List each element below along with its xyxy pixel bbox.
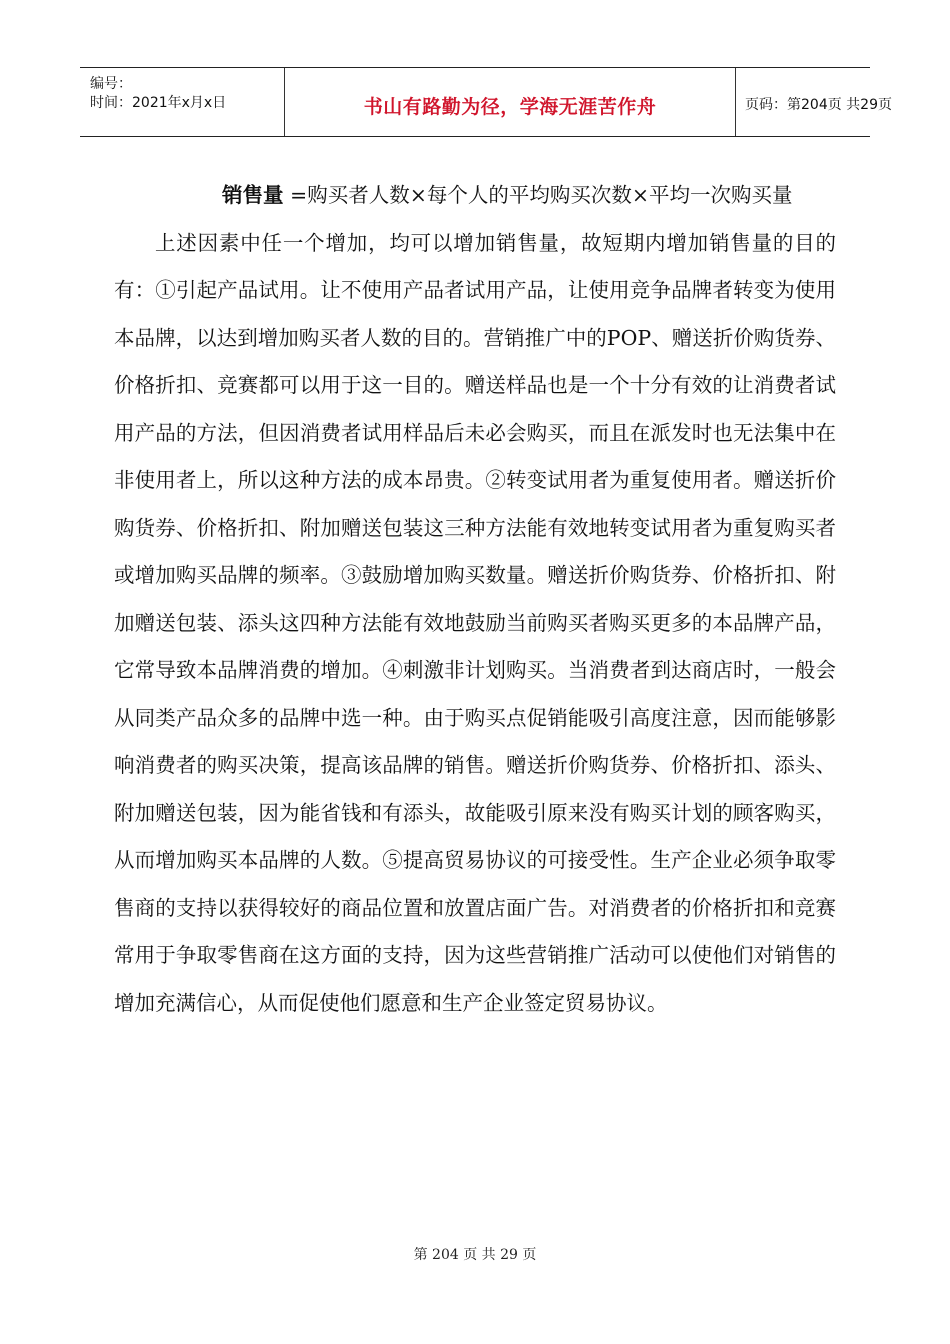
header-page-cell [735, 68, 892, 136]
document-body [114, 172, 836, 1027]
header-motto-cell [284, 68, 736, 136]
document-number-label: 编号： [90, 76, 132, 92]
page-footer: 第 204 页 共 29 页 [413, 1247, 537, 1263]
header-page-info: 页码：第204页 共29页 [745, 97, 892, 113]
body-paragraph: 上述因素中任一个增加，均可以增加销售量，故短期内增加销售量的目的有：①引起产品试用。让不使用产品者试用产品，让使用竞争品牌者转变为使用本品牌，以达到增加购买者人数的目的。营销推广中的POP、赠送折价购货券、价格折扣、竞赛都可以用于这一目的。赠送样品也是一个十分有效的让消费者试用产品的方法，但因消费者试用样品后未必会购买，而且在派发时也无法集中在非使用者上，所以这种方法的成本昂贵。②转变试用者为重复使用者。赠送折价购货券、价格折扣、附加赠送包装这三种方法能有效地转变试用者为重复购买者或增加购买品牌的频率。③鼓励增加购买数量。赠送折价购货券、价格折扣、附加赠送包装、添头这四种方法能有效地鼓励当前购买者购买更多的本品牌产品，它常导致本品牌消费的增加。④刺激非计划购买。当消费者到达商店时，一般会从同类产品众多的品牌中选一种。由于购买点促销能吸引高度注意，因而能够影响消费者的购买决策，提高该品牌的销售。赠送折价购货券、价格折扣、添头、附加赠送包装，因为能省钱和有添头，故能吸引原来没有购买计划的顾客购买，从而增加购买本品牌的人数。⑤提高贸易协议的可接受性。生产企业必须争取零售商的支持以获得较好的商品位置和放置店面广告。对消费者的价格折扣和竞赛常用于争取零售商在这方面的支持，因为这些营销推广活动可以使他们对销售的增加充满信心，从而促使他们愿意和生产企业签定贸易协议。 [114, 230, 836, 1015]
sales-formula [114, 172, 836, 220]
document-date-label: 时间：2021年x月x日 [90, 95, 227, 111]
document-header [80, 67, 892, 137]
formula-term: 销售量 [222, 183, 284, 207]
header-meta-cell [80, 68, 284, 136]
header-motto: 书山有路勤为径，学海无涯苦作舟 [363, 96, 657, 118]
formula-expression: =购买者人数×每个人的平均购买次数×平均一次购买量 [283, 183, 793, 207]
